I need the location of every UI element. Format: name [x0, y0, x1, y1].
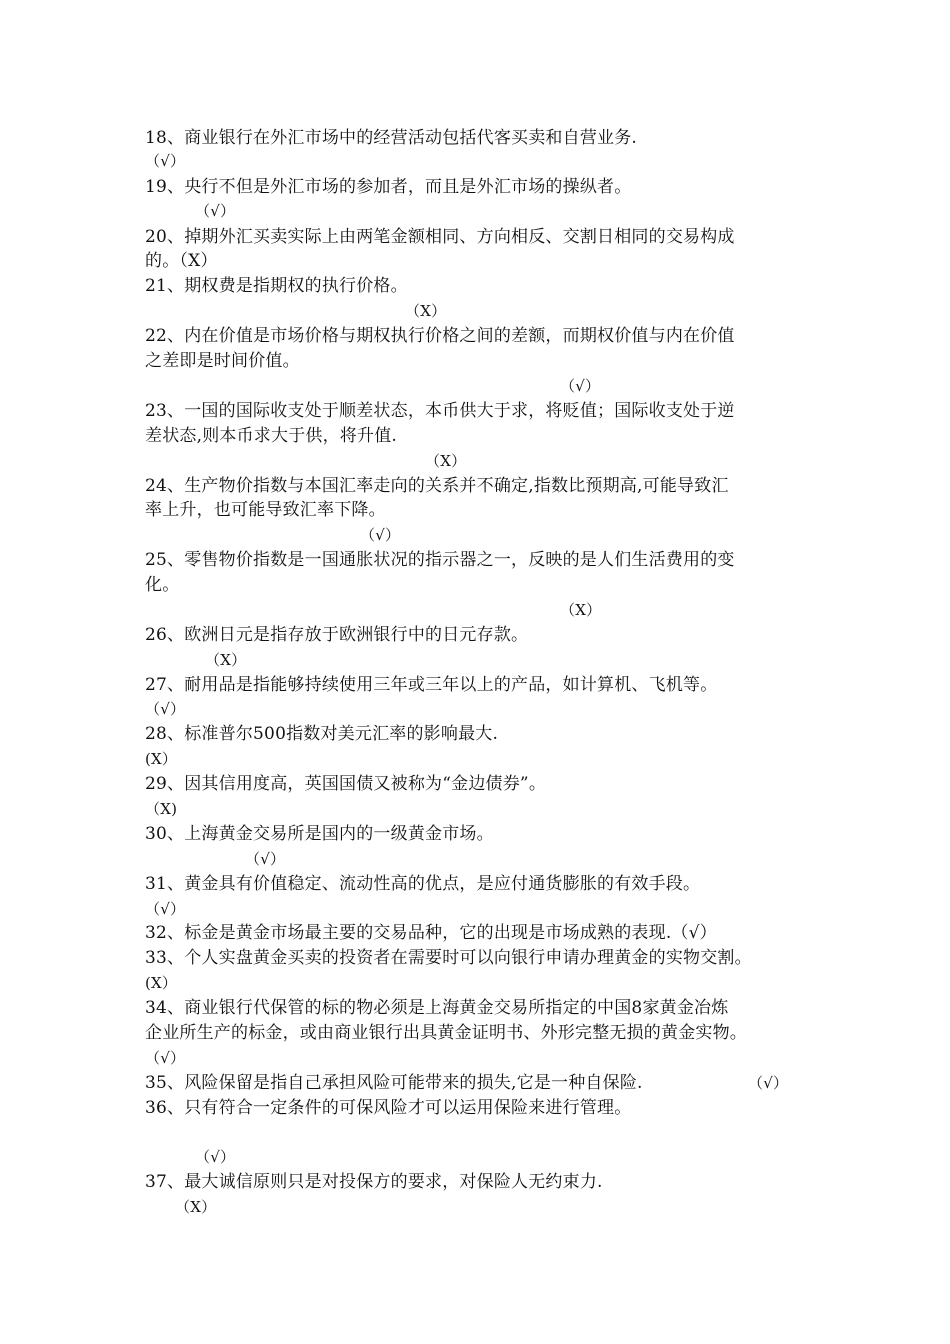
question-34: 34、商业银行代保管的标的物必须是上海黄金交易所指定的中国8家黄金冶炼: [145, 998, 729, 1018]
answer-18: （√）: [145, 152, 186, 170]
question-36: 36、只有符合一定条件的可保风险才可以运用保险来进行管理。: [145, 1098, 632, 1118]
question-18: 18、商业银行在外汇市场中的经营活动包括代客买卖和自营业务.: [145, 128, 638, 148]
answer-36: （√）: [195, 1148, 236, 1166]
question-21: 21、期权费是指期权的执行价格。: [145, 276, 408, 296]
question-22: 22、内在价值是市场价格与期权执行价格之间的差额，而期权价值与内在价值: [145, 326, 735, 346]
answer-37: （X）: [175, 1198, 217, 1216]
answer-28: (X）: [145, 750, 178, 768]
question-23: 23、一国的国际收支处于顺差状态，本币供大于求，将贬值；国际收支处于逆: [145, 401, 735, 421]
question-35: 35、风险保留是指自己承担风险可能带来的损失,它是一种自保险.: [145, 1073, 643, 1093]
question-25-cont: 化。: [145, 575, 180, 595]
answer-27: （√）: [145, 700, 186, 718]
question-19: 19、央行不但是外汇市场的参加者，而且是外汇市场的操纵者。: [145, 177, 632, 197]
question-20-cont: 的。（X）: [145, 251, 218, 271]
question-24-cont: 率上升，也可能导致汇率下降。: [145, 500, 386, 520]
question-30: 30、上海黄金交易所是国内的一级黄金市场。: [145, 824, 494, 844]
answer-22: （√）: [560, 377, 601, 395]
answer-19: （√）: [195, 202, 236, 220]
question-31: 31、黄金具有价值稳定、流动性高的优点，是应付通货膨胀的有效手段。: [145, 874, 701, 894]
answer-31: （√）: [145, 900, 186, 918]
answer-29: （X): [145, 800, 178, 818]
question-27: 27、耐用品是指能够持续使用三年或三年以上的产品，如计算机、飞机等。: [145, 675, 718, 695]
question-37: 37、最大诚信原则只是对投保方的要求，对保险人无约束力.: [145, 1172, 603, 1192]
question-28: 28、标准普尔500指数对美元汇率的影响最大.: [145, 724, 499, 744]
question-32: 32、标金是黄金市场最主要的交易品种，它的出现是市场成熟的表现.（√）: [145, 923, 717, 943]
question-26: 26、欧洲日元是指存放于欧洲银行中的日元存款。: [145, 625, 529, 645]
answer-30: （√）: [245, 850, 286, 868]
answer-21: （X）: [405, 302, 447, 320]
answer-35: （√）: [748, 1074, 789, 1092]
answer-23: （X）: [425, 452, 467, 470]
question-29: 29、因其信用度高，英国国债又被称为“金边债券”。: [145, 774, 547, 794]
answer-25: （X）: [560, 601, 602, 619]
question-34-cont: 企业所生产的标金，或由商业银行出具黄金证明书、外形完整无损的黄金实物。: [145, 1023, 747, 1043]
question-22-cont: 之差即是时间价值。: [145, 351, 300, 371]
answer-34: （√）: [145, 1049, 186, 1067]
question-20: 20、掉期外汇买卖实际上由两笔金额相同、方向相反、交割日相同的交易构成: [145, 227, 735, 247]
answer-24: （√）: [360, 526, 401, 544]
question-23-cont: 差状态,则本币求大于供，将升值.: [145, 426, 398, 446]
question-25: 25、零售物价指数是一国通胀状况的指示器之一，反映的是人们生活费用的变: [145, 550, 735, 570]
question-33: 33、个人实盘黄金买卖的投资者在需要时可以向银行申请办理黄金的实物交割。: [145, 948, 752, 968]
answer-33: (X）: [145, 974, 178, 992]
question-24: 24、生产物价指数与本国汇率走向的关系并不确定,指数比预期高,可能导致汇: [145, 476, 729, 496]
answer-26: （X）: [205, 651, 247, 669]
